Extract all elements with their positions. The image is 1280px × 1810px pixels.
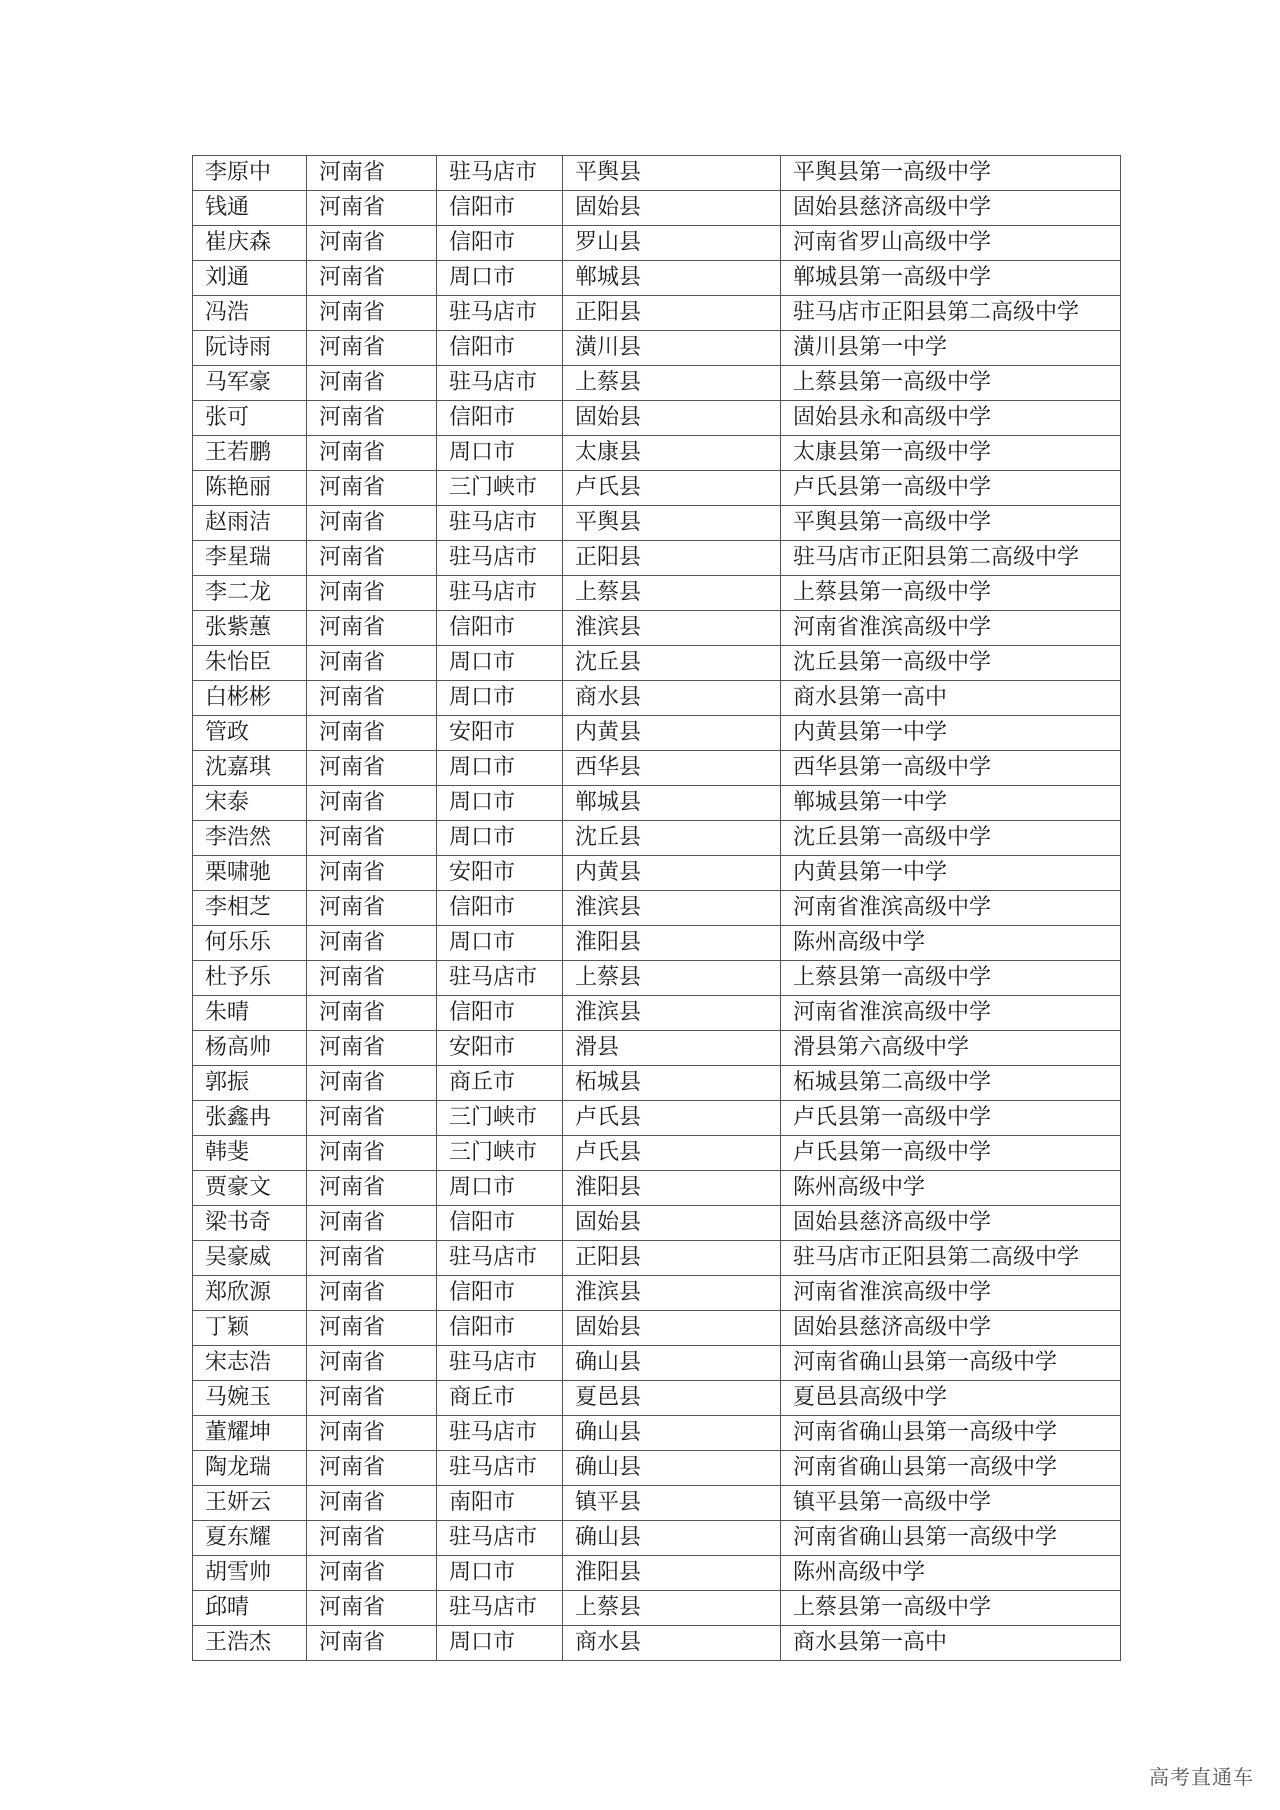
table-row xyxy=(193,576,1121,611)
city-cell: 安阳市 xyxy=(437,856,563,891)
county-cell: 确山县 xyxy=(563,1346,781,1381)
school-cell: 河南省淮滨高级中学 xyxy=(781,1276,1121,1311)
province-cell: 河南省 xyxy=(307,1206,437,1241)
school-cell: 卢氏县第一高级中学 xyxy=(781,471,1121,506)
student-name-cell: 李二龙 xyxy=(193,576,307,611)
city-cell: 周口市 xyxy=(437,646,563,681)
student-name-cell: 何乐乐 xyxy=(193,926,307,961)
province-cell: 河南省 xyxy=(307,541,437,576)
school-cell: 驻马店市正阳县第二高级中学 xyxy=(781,1241,1121,1276)
table-row xyxy=(193,1031,1121,1066)
student-name-cell: 李浩然 xyxy=(193,821,307,856)
county-cell: 正阳县 xyxy=(563,296,781,331)
county-cell: 淮阳县 xyxy=(563,1556,781,1591)
province-cell: 河南省 xyxy=(307,611,437,646)
student-name-cell: 夏东耀 xyxy=(193,1521,307,1556)
county-cell: 淮滨县 xyxy=(563,1276,781,1311)
table-row xyxy=(193,1066,1121,1101)
city-cell: 周口市 xyxy=(437,261,563,296)
school-cell: 夏邑县高级中学 xyxy=(781,1381,1121,1416)
province-cell: 河南省 xyxy=(307,1136,437,1171)
province-cell: 河南省 xyxy=(307,1416,437,1451)
province-cell: 河南省 xyxy=(307,1276,437,1311)
table-row xyxy=(193,1486,1121,1521)
city-cell: 三门峡市 xyxy=(437,1136,563,1171)
table-row xyxy=(193,1416,1121,1451)
province-cell: 河南省 xyxy=(307,296,437,331)
school-cell: 柘城县第二高级中学 xyxy=(781,1066,1121,1101)
city-cell: 周口市 xyxy=(437,1556,563,1591)
school-cell: 上蔡县第一高级中学 xyxy=(781,366,1121,401)
county-cell: 固始县 xyxy=(563,191,781,226)
county-cell: 内黄县 xyxy=(563,716,781,751)
province-cell: 河南省 xyxy=(307,1171,437,1206)
city-cell: 驻马店市 xyxy=(437,1241,563,1276)
city-cell: 信阳市 xyxy=(437,891,563,926)
table-row xyxy=(193,1311,1121,1346)
province-cell: 河南省 xyxy=(307,1381,437,1416)
county-cell: 上蔡县 xyxy=(563,576,781,611)
city-cell: 信阳市 xyxy=(437,1311,563,1346)
table-row xyxy=(193,1276,1121,1311)
county-cell: 平舆县 xyxy=(563,506,781,541)
table-row xyxy=(193,926,1121,961)
school-cell: 滑县第六高级中学 xyxy=(781,1031,1121,1066)
table-row xyxy=(193,1206,1121,1241)
city-cell: 驻马店市 xyxy=(437,1451,563,1486)
school-cell: 商水县第一高中 xyxy=(781,1626,1121,1661)
school-cell: 郸城县第一中学 xyxy=(781,786,1121,821)
student-name-cell: 丁颖 xyxy=(193,1311,307,1346)
county-cell: 西华县 xyxy=(563,751,781,786)
school-cell: 河南省确山县第一高级中学 xyxy=(781,1451,1121,1486)
county-cell: 淮阳县 xyxy=(563,1171,781,1206)
city-cell: 驻马店市 xyxy=(437,961,563,996)
school-cell: 沈丘县第一高级中学 xyxy=(781,646,1121,681)
city-cell: 周口市 xyxy=(437,751,563,786)
table-row xyxy=(193,191,1121,226)
province-cell: 河南省 xyxy=(307,401,437,436)
table-row xyxy=(193,261,1121,296)
student-name-cell: 朱晴 xyxy=(193,996,307,1031)
city-cell: 商丘市 xyxy=(437,1381,563,1416)
table-row xyxy=(193,786,1121,821)
table-row xyxy=(193,436,1121,471)
school-cell: 平舆县第一高级中学 xyxy=(781,156,1121,191)
city-cell: 驻马店市 xyxy=(437,1416,563,1451)
school-cell: 太康县第一高级中学 xyxy=(781,436,1121,471)
city-cell: 信阳市 xyxy=(437,1206,563,1241)
city-cell: 周口市 xyxy=(437,681,563,716)
student-name-cell: 李星瑞 xyxy=(193,541,307,576)
school-cell: 商水县第一高中 xyxy=(781,681,1121,716)
city-cell: 信阳市 xyxy=(437,331,563,366)
student-name-cell: 胡雪帅 xyxy=(193,1556,307,1591)
school-cell: 陈州高级中学 xyxy=(781,926,1121,961)
table-row xyxy=(193,1626,1121,1661)
county-cell: 卢氏县 xyxy=(563,1101,781,1136)
province-cell: 河南省 xyxy=(307,261,437,296)
city-cell: 驻马店市 xyxy=(437,1346,563,1381)
city-cell: 信阳市 xyxy=(437,226,563,261)
table-row xyxy=(193,1521,1121,1556)
table-row xyxy=(193,331,1121,366)
student-name-cell: 马军豪 xyxy=(193,366,307,401)
school-cell: 固始县慈济高级中学 xyxy=(781,191,1121,226)
table-row xyxy=(193,471,1121,506)
school-cell: 镇平县第一高级中学 xyxy=(781,1486,1121,1521)
student-name-cell: 白彬彬 xyxy=(193,681,307,716)
province-cell: 河南省 xyxy=(307,926,437,961)
school-cell: 河南省确山县第一高级中学 xyxy=(781,1416,1121,1451)
student-name-cell: 张可 xyxy=(193,401,307,436)
county-cell: 平舆县 xyxy=(563,156,781,191)
student-name-cell: 宋泰 xyxy=(193,786,307,821)
table-row xyxy=(193,681,1121,716)
city-cell: 周口市 xyxy=(437,436,563,471)
table-row xyxy=(193,1101,1121,1136)
city-cell: 驻马店市 xyxy=(437,1591,563,1626)
province-cell: 河南省 xyxy=(307,471,437,506)
student-name-cell: 陈艳丽 xyxy=(193,471,307,506)
school-cell: 河南省罗山高级中学 xyxy=(781,226,1121,261)
province-cell: 河南省 xyxy=(307,1311,437,1346)
county-cell: 上蔡县 xyxy=(563,961,781,996)
county-cell: 沈丘县 xyxy=(563,821,781,856)
county-cell: 夏邑县 xyxy=(563,1381,781,1416)
school-cell: 驻马店市正阳县第二高级中学 xyxy=(781,296,1121,331)
county-cell: 确山县 xyxy=(563,1416,781,1451)
student-name-cell: 郑欣源 xyxy=(193,1276,307,1311)
student-name-cell: 栗啸驰 xyxy=(193,856,307,891)
county-cell: 镇平县 xyxy=(563,1486,781,1521)
province-cell: 河南省 xyxy=(307,996,437,1031)
school-cell: 内黄县第一中学 xyxy=(781,716,1121,751)
table-row xyxy=(193,1591,1121,1626)
province-cell: 河南省 xyxy=(307,191,437,226)
table-row xyxy=(193,1556,1121,1591)
school-cell: 卢氏县第一高级中学 xyxy=(781,1101,1121,1136)
school-cell: 郸城县第一高级中学 xyxy=(781,261,1121,296)
province-cell: 河南省 xyxy=(307,366,437,401)
province-cell: 河南省 xyxy=(307,1101,437,1136)
student-name-cell: 吴豪威 xyxy=(193,1241,307,1276)
province-cell: 河南省 xyxy=(307,226,437,261)
province-cell: 河南省 xyxy=(307,506,437,541)
province-cell: 河南省 xyxy=(307,1451,437,1486)
school-cell: 上蔡县第一高级中学 xyxy=(781,576,1121,611)
city-cell: 安阳市 xyxy=(437,1031,563,1066)
county-cell: 滑县 xyxy=(563,1031,781,1066)
province-cell: 河南省 xyxy=(307,1556,437,1591)
table-row xyxy=(193,156,1121,191)
county-cell: 上蔡县 xyxy=(563,1591,781,1626)
province-cell: 河南省 xyxy=(307,331,437,366)
county-cell: 柘城县 xyxy=(563,1066,781,1101)
student-name-cell: 阮诗雨 xyxy=(193,331,307,366)
county-cell: 固始县 xyxy=(563,1311,781,1346)
province-cell: 河南省 xyxy=(307,1241,437,1276)
city-cell: 商丘市 xyxy=(437,1066,563,1101)
province-cell: 河南省 xyxy=(307,891,437,926)
city-cell: 驻马店市 xyxy=(437,296,563,331)
county-cell: 郸城县 xyxy=(563,786,781,821)
school-cell: 内黄县第一中学 xyxy=(781,856,1121,891)
table-row xyxy=(193,891,1121,926)
student-name-cell: 王若鹏 xyxy=(193,436,307,471)
province-cell: 河南省 xyxy=(307,1066,437,1101)
school-cell: 河南省淮滨高级中学 xyxy=(781,611,1121,646)
student-name-cell: 韩斐 xyxy=(193,1136,307,1171)
table-row xyxy=(193,1241,1121,1276)
province-cell: 河南省 xyxy=(307,786,437,821)
province-cell: 河南省 xyxy=(307,681,437,716)
city-cell: 驻马店市 xyxy=(437,156,563,191)
student-name-cell: 刘通 xyxy=(193,261,307,296)
table-row xyxy=(193,1346,1121,1381)
county-cell: 淮阳县 xyxy=(563,926,781,961)
watermark-text: 高考直通车 xyxy=(1149,1765,1254,1789)
school-cell: 河南省确山县第一高级中学 xyxy=(781,1521,1121,1556)
student-name-cell: 王妍云 xyxy=(193,1486,307,1521)
county-cell: 卢氏县 xyxy=(563,1136,781,1171)
table-row xyxy=(193,1381,1121,1416)
student-name-cell: 张鑫冉 xyxy=(193,1101,307,1136)
student-name-cell: 贾豪文 xyxy=(193,1171,307,1206)
county-cell: 太康县 xyxy=(563,436,781,471)
student-name-cell: 钱通 xyxy=(193,191,307,226)
student-name-cell: 冯浩 xyxy=(193,296,307,331)
city-cell: 驻马店市 xyxy=(437,366,563,401)
county-cell: 郸城县 xyxy=(563,261,781,296)
table-row xyxy=(193,296,1121,331)
county-cell: 上蔡县 xyxy=(563,366,781,401)
student-name-cell: 赵雨洁 xyxy=(193,506,307,541)
student-name-cell: 管政 xyxy=(193,716,307,751)
county-cell: 淮滨县 xyxy=(563,996,781,1031)
school-cell: 固始县永和高级中学 xyxy=(781,401,1121,436)
table-row xyxy=(193,611,1121,646)
student-name-cell: 梁书奇 xyxy=(193,1206,307,1241)
county-cell: 正阳县 xyxy=(563,541,781,576)
school-cell: 驻马店市正阳县第二高级中学 xyxy=(781,541,1121,576)
city-cell: 驻马店市 xyxy=(437,576,563,611)
county-cell: 固始县 xyxy=(563,1206,781,1241)
city-cell: 周口市 xyxy=(437,821,563,856)
table-row xyxy=(193,401,1121,436)
city-cell: 信阳市 xyxy=(437,611,563,646)
province-cell: 河南省 xyxy=(307,751,437,786)
county-cell: 确山县 xyxy=(563,1451,781,1486)
province-cell: 河南省 xyxy=(307,1591,437,1626)
city-cell: 周口市 xyxy=(437,926,563,961)
student-roster-table xyxy=(192,155,1121,1661)
province-cell: 河南省 xyxy=(307,1031,437,1066)
table-row xyxy=(193,751,1121,786)
city-cell: 南阳市 xyxy=(437,1486,563,1521)
school-cell: 上蔡县第一高级中学 xyxy=(781,1591,1121,1626)
table-row xyxy=(193,1451,1121,1486)
county-cell: 商水县 xyxy=(563,1626,781,1661)
table-row xyxy=(193,856,1121,891)
city-cell: 驻马店市 xyxy=(437,541,563,576)
city-cell: 安阳市 xyxy=(437,716,563,751)
county-cell: 固始县 xyxy=(563,401,781,436)
county-cell: 淮滨县 xyxy=(563,891,781,926)
county-cell: 沈丘县 xyxy=(563,646,781,681)
student-name-cell: 陶龙瑞 xyxy=(193,1451,307,1486)
county-cell: 商水县 xyxy=(563,681,781,716)
student-name-cell: 李原中 xyxy=(193,156,307,191)
school-cell: 沈丘县第一高级中学 xyxy=(781,821,1121,856)
student-name-cell: 张紫蕙 xyxy=(193,611,307,646)
province-cell: 河南省 xyxy=(307,576,437,611)
table-row xyxy=(193,366,1121,401)
province-cell: 河南省 xyxy=(307,1521,437,1556)
school-cell: 西华县第一高级中学 xyxy=(781,751,1121,786)
city-cell: 驻马店市 xyxy=(437,506,563,541)
county-cell: 潢川县 xyxy=(563,331,781,366)
school-cell: 陈州高级中学 xyxy=(781,1556,1121,1591)
province-cell: 河南省 xyxy=(307,856,437,891)
table-row xyxy=(193,506,1121,541)
city-cell: 周口市 xyxy=(437,1171,563,1206)
school-cell: 平舆县第一高级中学 xyxy=(781,506,1121,541)
student-name-cell: 邱晴 xyxy=(193,1591,307,1626)
student-name-cell: 崔庆森 xyxy=(193,226,307,261)
school-cell: 固始县慈济高级中学 xyxy=(781,1311,1121,1346)
student-name-cell: 王浩杰 xyxy=(193,1626,307,1661)
school-cell: 固始县慈济高级中学 xyxy=(781,1206,1121,1241)
table-row xyxy=(193,646,1121,681)
student-name-cell: 董耀坤 xyxy=(193,1416,307,1451)
student-name-cell: 沈嘉琪 xyxy=(193,751,307,786)
city-cell: 驻马店市 xyxy=(437,1521,563,1556)
table-row xyxy=(193,716,1121,751)
province-cell: 河南省 xyxy=(307,821,437,856)
table-row xyxy=(193,226,1121,261)
table-row xyxy=(193,821,1121,856)
school-cell: 河南省淮滨高级中学 xyxy=(781,996,1121,1031)
county-cell: 正阳县 xyxy=(563,1241,781,1276)
school-cell: 卢氏县第一高级中学 xyxy=(781,1136,1121,1171)
table-row xyxy=(193,541,1121,576)
table-row xyxy=(193,1171,1121,1206)
county-cell: 确山县 xyxy=(563,1521,781,1556)
city-cell: 信阳市 xyxy=(437,401,563,436)
province-cell: 河南省 xyxy=(307,1346,437,1381)
student-name-cell: 朱怡臣 xyxy=(193,646,307,681)
table-row xyxy=(193,961,1121,996)
county-cell: 淮滨县 xyxy=(563,611,781,646)
province-cell: 河南省 xyxy=(307,436,437,471)
school-cell: 上蔡县第一高级中学 xyxy=(781,961,1121,996)
table-row xyxy=(193,1136,1121,1171)
roster-table-body xyxy=(193,156,1121,1661)
province-cell: 河南省 xyxy=(307,646,437,681)
province-cell: 河南省 xyxy=(307,716,437,751)
province-cell: 河南省 xyxy=(307,1486,437,1521)
student-name-cell: 杜予乐 xyxy=(193,961,307,996)
province-cell: 河南省 xyxy=(307,961,437,996)
school-cell: 潢川县第一中学 xyxy=(781,331,1121,366)
student-name-cell: 马婉玉 xyxy=(193,1381,307,1416)
city-cell: 信阳市 xyxy=(437,996,563,1031)
city-cell: 三门峡市 xyxy=(437,471,563,506)
province-cell: 河南省 xyxy=(307,156,437,191)
province-cell: 河南省 xyxy=(307,1626,437,1661)
city-cell: 信阳市 xyxy=(437,191,563,226)
student-name-cell: 郭振 xyxy=(193,1066,307,1101)
table-row xyxy=(193,996,1121,1031)
city-cell: 三门峡市 xyxy=(437,1101,563,1136)
school-cell: 河南省确山县第一高级中学 xyxy=(781,1346,1121,1381)
city-cell: 信阳市 xyxy=(437,1276,563,1311)
county-cell: 罗山县 xyxy=(563,226,781,261)
county-cell: 卢氏县 xyxy=(563,471,781,506)
student-name-cell: 宋志浩 xyxy=(193,1346,307,1381)
county-cell: 内黄县 xyxy=(563,856,781,891)
city-cell: 周口市 xyxy=(437,1626,563,1661)
school-cell: 河南省淮滨高级中学 xyxy=(781,891,1121,926)
student-name-cell: 杨高帅 xyxy=(193,1031,307,1066)
student-name-cell: 李相芝 xyxy=(193,891,307,926)
city-cell: 周口市 xyxy=(437,786,563,821)
school-cell: 陈州高级中学 xyxy=(781,1171,1121,1206)
